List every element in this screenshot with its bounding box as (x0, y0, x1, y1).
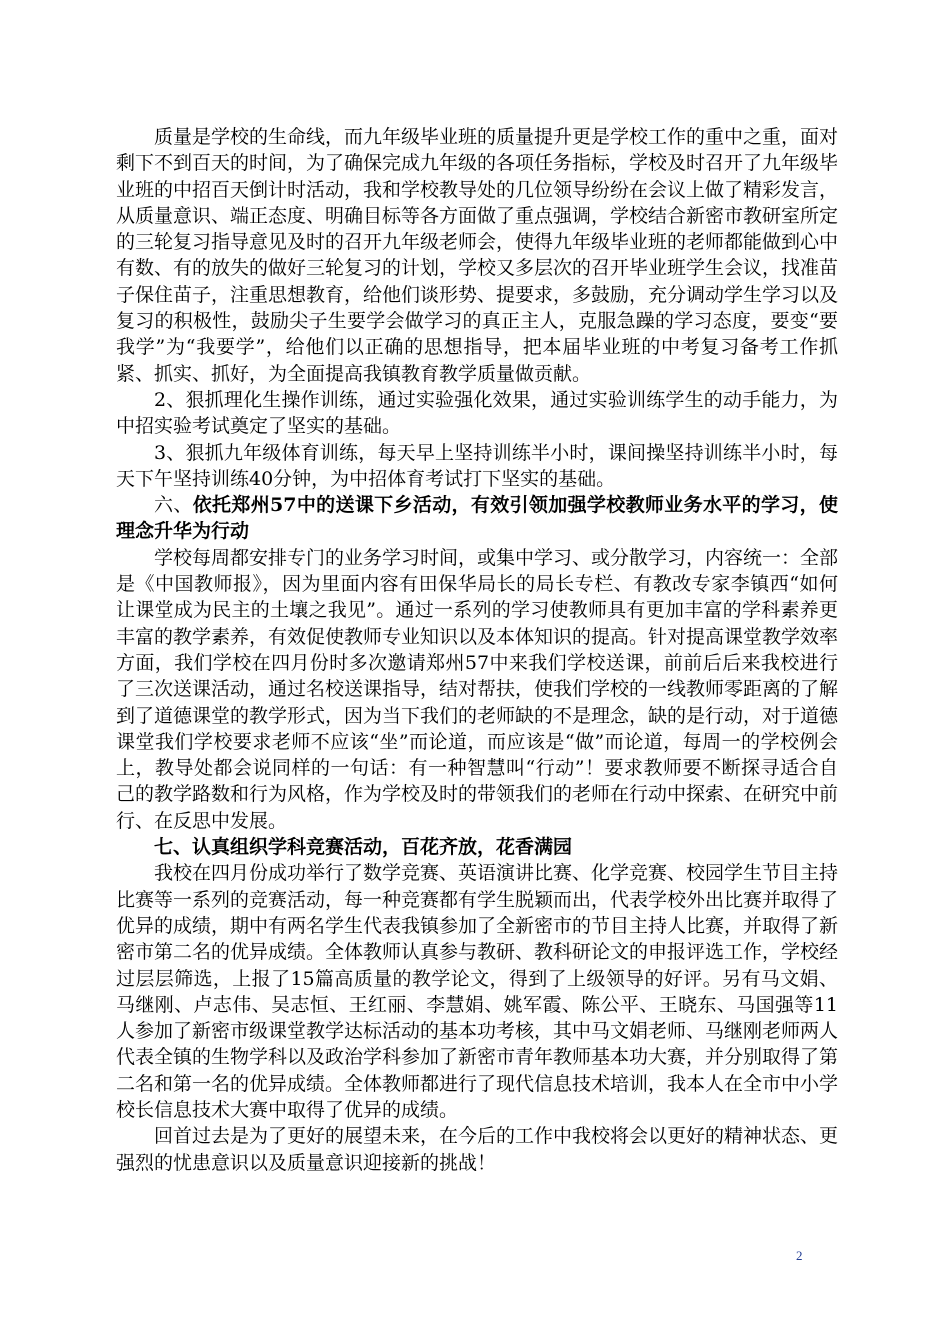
section-heading-six-number: 六、 (154, 494, 193, 517)
section-heading-six (116, 492, 838, 545)
section-heading-seven: 七、认真组织学科竞赛活动，百花齐放，花香满园 (154, 836, 573, 859)
page-number: 2 (796, 1248, 803, 1263)
body-paragraph-competitions: 我校在四月份成功举行了数学竞赛、英语演讲比赛、化学竞赛、校园学生节目主持比赛等一系列的竞赛活动，每一种竞赛都有学生脱颖而出，代表学校外出比赛并取得了优异的成绩，期中有两名学生代表我镇参加了全新密市的节目主持人比赛，并取得了新密市第二名的优异成绩。全体教师认真参与教研、教科研论文的申报评选工作，学校经过层层筛选，上报了15篇高质量的教学论文，得到了上级领导的好评。另有马文娟、马继刚、卢志伟、吴志恒、王红丽、李慧娟、姚军霞、陈公平、王晓东、马国强等11人参加了新密市级课堂教学达标活动的基本功考核，其中马文娟老师、马继刚老师两人代表全镇的生物学科以及政治学科参加了新密市青年教师基本功大赛，并分别取得了第二名和第一名的优异成绩。全体教师都进行了现代信息技术培训，我本人在全市中小学校长信息技术大赛中取得了优异的成绩。 (116, 862, 839, 1121)
body-paragraph-lab-training: 2、狠抓理化生操作训练，通过实验强化效果，通过实验训练学生的动手能力，为中招实验考试奠定了坚实的基础。 (116, 388, 838, 438)
body-paragraph-pe-training: 3、狠抓九年级体育训练，每天早上坚持训练半小时，课间操坚持训练半小时，每天下午坚持训练40分钟，为中招体育考试打下坚实的基础。 (116, 441, 838, 490)
document-page (116, 124, 838, 1176)
section-heading-six-text: 依托郑州57中的送课下乡活动，有效引领加强学校教师业务水平的学习，使理念升华为行动 (116, 494, 838, 543)
body-paragraph-study: 学校每周都安排专门的业务学习时间，或集中学习、或分散学习，内容统一：全部是《中国教师报》，因为里面内容有田保华局长的局长专栏、有教改专家李镇西“如何让课堂成为民主的土壤之我见”。通过一系列的学习使教师具有更加丰富的学科素养更丰富的教学素养，有效促使教师专业知识以及本体知识的提高。针对提高课堂教学效率方面，我们学校在四月份时多次邀请郑州57中来我们学校送课，前前后后来我校进行了三次送课活动，通过名校送课指导，结对帮扶，使我们学校的一线教师零距离的了解到了道德课堂的教学形式，因为当下我们的老师缺的不是理念，缺的是行动，对于道德课堂我们学校要求老师不应该“坐”而论道，而应该是“做”而论道，每周一的学校例会上，教导处都会说同样的一句话：有一种智慧叫“行动”！要求教师要不断探寻适合自己的教学路数和行为风格，作为学校及时的带领我们的老师在行动中探索、在研究中前行、在反思中发展。 (116, 546, 839, 832)
body-paragraph-quality: 质量是学校的生命线，而九年级毕业班的质量提升更是学校工作的重中之重，面对剩下不到百天的时间，为了确保完成九年级的各项任务指标，学校及时召开了九年级毕业班的中招百天倒计时活动，我和学校教导处的几位领导纷纷在会议上做了精彩发言，从质量意识、端正态度、明确目标等各方面做了重点强调，学校结合新密市教研室所定的三轮复习指导意见及时的召开九年级老师会，使得九年级毕业班的老师都能做到心中有数、有的放失的做好三轮复习的计划，学校又多层次的召开毕业班学生会议，找准苗子保住苗子，注重思想教育，给他们谈形势、提要求，多鼓励，充分调动学生学习以及复习的积极性，鼓励尖子生要学会做学习的真正主人，克服急躁的学习态度，要变“要我学”为“我要学”，给他们以正确的思想指导，把本届毕业班的中考复习备考工作抓紧、抓实、抓好，为全面提高我镇教育教学质量做贡献。 (116, 126, 839, 385)
body-paragraph-closing: 回首过去是为了更好的展望未来，在今后的工作中我校将会以更好的精神状态、更强烈的忧患意识以及质量意识迎接新的挑战！ (116, 1125, 839, 1174)
